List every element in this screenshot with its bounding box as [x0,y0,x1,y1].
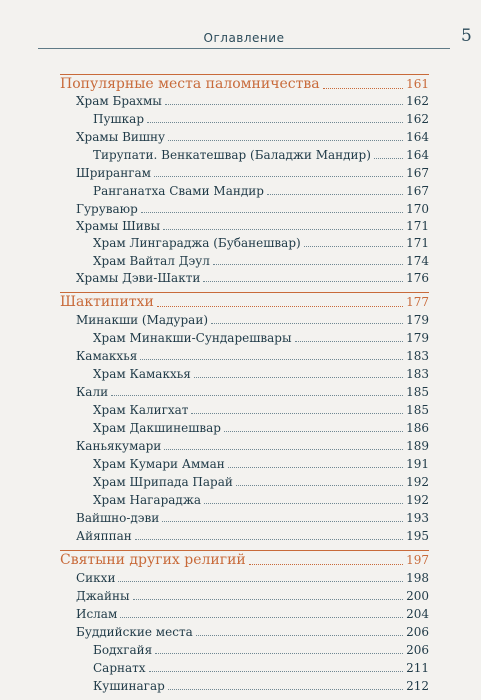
dot-leader [135,538,403,540]
toc-entry[interactable]: Храмы Вишну 164 [76,130,429,144]
toc-entry[interactable]: Ислам 204 [76,607,429,621]
toc-entry[interactable]: Гуруваюр 170 [76,202,429,216]
toc-entry[interactable]: Храм Кумари Амман 191 [93,457,429,471]
dot-leader [141,211,403,213]
dot-leader [374,157,403,159]
toc-entry[interactable]: Буддийские места 206 [76,625,429,639]
toc-entry[interactable]: Сарнатх 211 [93,661,429,675]
dot-leader [118,580,403,582]
dot-leader [149,670,404,672]
toc-entry[interactable]: Сикхи 198 [76,571,429,585]
dot-leader [140,358,403,360]
dot-leader [111,394,403,396]
dot-leader [155,652,403,654]
dot-leader [236,484,403,486]
toc-entry[interactable]: Храм Калигхат 185 [93,403,429,417]
dot-leader [162,520,403,522]
toc-entry[interactable]: Айяппан 195 [76,529,429,543]
dot-leader [154,175,403,177]
toc-entry[interactable]: Камакхья 183 [76,349,429,363]
toc-section[interactable]: Святыни других религий 197 [60,552,429,568]
toc-section[interactable]: Шактипитхи 177 [60,294,429,310]
toc-entry[interactable]: Ранганатха Свами Мандир 167 [93,184,429,198]
section-rule [60,74,429,75]
section-rule [60,550,429,551]
toc-entry[interactable]: Тирупати. Венкатешвар (Баладжи Мандир) 164 [93,148,429,162]
dot-leader [191,412,403,414]
dot-leader [295,340,404,342]
dot-leader [147,121,403,123]
toc-entry[interactable]: Каньякумари 189 [76,439,429,453]
toc-entry[interactable]: Джайны 200 [76,589,429,603]
dot-leader [323,87,404,89]
toc-entry[interactable]: Храм Шрипада Парай 192 [93,475,429,489]
dot-leader [165,103,403,105]
dot-leader [164,448,403,450]
dot-leader [304,245,403,247]
dot-leader [168,688,403,690]
dot-leader [163,228,403,230]
dot-leader [194,376,403,378]
dot-leader [196,634,403,636]
dot-leader [213,263,403,265]
toc-entry[interactable]: Храм Вайтал Дэул 174 [93,254,429,268]
toc-entry[interactable]: Пушкар 162 [93,112,429,126]
dot-leader [157,305,403,307]
section-rule [60,292,429,293]
toc-entry[interactable]: Храмы Шивы 171 [76,219,429,233]
toc-entry[interactable]: Храм Нагараджа 192 [93,493,429,507]
toc-entry[interactable]: Бодхгайя 206 [93,643,429,657]
toc-entry[interactable]: Вайшно-дэви 193 [76,511,429,525]
toc-section[interactable]: Популярные места паломничества 161 [60,76,429,92]
toc-entry[interactable]: Храм Дакшинешвар 186 [93,421,429,435]
toc-entry[interactable]: Храм Брахмы 162 [76,94,429,108]
toc-entry[interactable]: Храм Лингараджа (Бубанешвар) 171 [93,236,429,250]
dot-leader [204,502,403,504]
toc-entry[interactable]: Минакши (Мадураи) 179 [76,313,429,327]
toc-entry[interactable]: Храм Минакши-Сундарешвары 179 [93,331,429,345]
dot-leader [267,193,403,195]
dot-leader [120,616,403,618]
toc-entry[interactable]: Кали 185 [76,385,429,399]
toc-entry[interactable]: Шрирангам 167 [76,166,429,180]
page-number: 5 [461,26,472,46]
page-title: Оглавление [203,31,285,45]
toc-entry[interactable]: Кушинагар 212 [93,679,429,693]
dot-leader [228,466,403,468]
dot-leader [203,280,403,282]
dot-leader [133,598,404,600]
toc-entry[interactable]: Храм Камакхья 183 [93,367,429,381]
dot-leader [249,563,403,565]
dot-leader [211,322,403,324]
dot-leader [224,430,403,432]
dot-leader [168,139,403,141]
toc-entry[interactable]: Храмы Дэви-Шакти 176 [76,271,429,285]
